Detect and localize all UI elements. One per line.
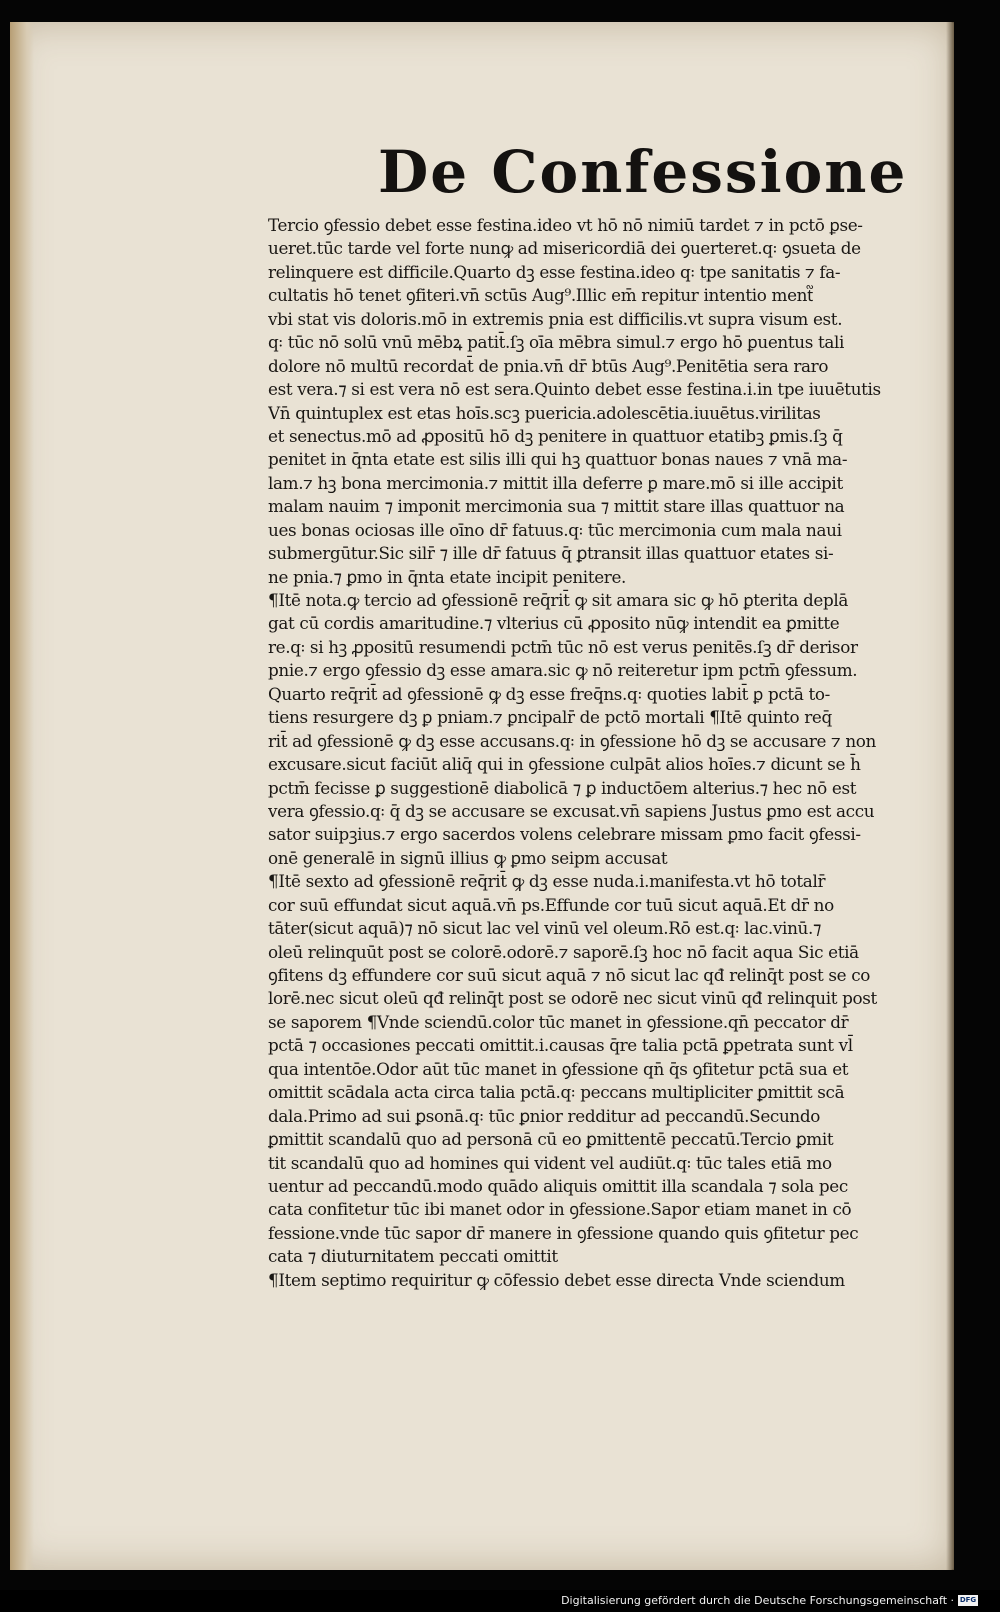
text-line: Quarto req̄rit̄ ad ꝯfessionē ꝙ dꝫ esse freq̄ns.q꞉ quoties labit̄ ꝑ pctā to-	[268, 683, 830, 704]
text-line: ueret.tūc tarde vel forte nunꝙ ad misericordiā dei ꝯuerteret.q꞉ ꝯsueta de	[268, 238, 861, 259]
text-line: se saporem ¶Vnde sciendū.color tūc manet in ꝯfessione.qn̄ peccator dr̄	[268, 1011, 849, 1032]
text-line: lorē.nec sicut oleū qđ relinq̄t post se odorē nec sicut vinū qđ relinquit post	[268, 988, 877, 1009]
text-line: Tercio ꝯfessio debet esse festina.ideo vt hō nō nimiū tardet ⁊ in pctō ꝑse-	[268, 215, 863, 235]
text-line: dala.Primo ad sui ꝑsonā.q꞉ tūc ꝑnior redditur ad peccandū.Secundo	[268, 1105, 821, 1126]
text-line: ¶Itē nota.ꝙ tercio ad ꝯfessionē req̄rit̄ ꝙ sit amara sic ꝙ hō ꝑterita deplā	[268, 590, 849, 610]
text-line: ꝑmittit scandalū quo ad personā cū eo ꝑmittentē peccatū.Tercio ꝑmit	[268, 1129, 834, 1150]
text-line: gat cū cordis amaritudine.⁊ vlterius cū ꝓposito nūꝙ intendit ea ꝑmitte	[268, 613, 840, 634]
credit-text: Digitalisierung gefördert durch die Deutsche Forschungsgemeinschaft ·	[561, 1594, 954, 1607]
text-line: ¶Item septimo requiritur ꝙ cōfessio debet esse directa Vnde sciendum	[268, 1269, 845, 1290]
text-line: re.q꞉ si hꝫ ꝓpositū resumendi pctm̄ tūc nō est verus penitēs.ſꝫ dr̄ derisor	[268, 636, 858, 657]
page-heading: De Confessione	[378, 138, 908, 206]
text-line: tāter(sicut aquā)⁊ nō sicut lac vel vinū vel oleum.Rō est.q꞉ lac.vinū.⁊	[268, 918, 821, 939]
text-line: penitet in q̄nta etate est silis illi qui hꝫ quattuor bonas naues ⁊ vnā ma-	[268, 449, 848, 470]
text-line: Vn̄ quintuplex est etas hoīs.scꝫ puericia.adolescētia.iuuētus.virilitas	[268, 402, 821, 423]
text-line: vbi stat vis doloris.mō in extremis pnia est difficilis.vt supra visum est.	[268, 308, 843, 329]
text-line: malam nauim ⁊ imponit mercimonia sua ⁊ mittit stare illas quattuor na	[268, 496, 845, 517]
text-line: cata confitetur tūc ibi manet odor in ꝯfessione.Sapor etiam manet in cō	[268, 1199, 852, 1220]
text-line: relinquere est difficile.Quarto dꝫ esse festina.ideo q꞉ tpe sanitatis ⁊ fa-	[268, 261, 841, 282]
text-line: tiens resurgere dꝫ ꝑ pniam.⁊ ꝑncipalr̄ de pctō mortali ¶Itē quinto req̄	[268, 707, 832, 728]
text-line: excusare.sicut faciūt aliq̄ qui in ꝯfessione culpāt alios hoīes.⁊ dicunt se h̄	[268, 754, 861, 775]
text-line: oleū relinquūt post se colorē.odorē.⁊ saporē.ſꝫ hoc nō facit aqua Sic etiā	[268, 941, 859, 962]
text-line: fessione.vnde tūc sapor dr̄ manere in ꝯfessione quando quis ꝯfitetur pec	[268, 1222, 859, 1243]
text-line: ues bonas ociosas ille oīno dr̄ fatuus.q꞉ tūc mercimonia cum mala naui	[268, 519, 842, 540]
text-line: qua intentōe.Odor aūt tūc manet in ꝯfessione qn̄ q̄s ꝯfitetur pctā sua et	[268, 1058, 849, 1079]
text-line: cor suū effundat sicut aquā.vn̄ ps.Effunde cor tuū sicut aquā.Et dr̄ no	[268, 894, 834, 915]
text-line: lam.⁊ hꝫ bona mercimonia.⁊ mittit illa deferre ꝑ mare.mō si ille accipit	[268, 472, 843, 493]
text-line: dolore nō multū recordat̄ de pnia.vn̄ dr̄ btūs Aug⁹.Penitētia sera raro	[268, 355, 829, 376]
text-line: ꝯfitens dꝫ effundere cor suū sicut aquā ⁊ nō sicut lac qđ relinq̄t post se co	[268, 965, 871, 985]
text-line: omittit scādala acta circa talia pctā.q꞉ peccans multipliciter ꝑmittit scā	[268, 1082, 845, 1103]
text-line: cata ⁊ diuturnitatem peccati omittit	[268, 1246, 558, 1267]
text-line: et senectus.mō ad ꝓpositū hō dꝫ penitere in quattuor etatibꝫ ꝑmis.ſꝫ q̄	[268, 425, 843, 446]
text-line: pnie.⁊ ergo ꝯfessio dꝫ esse amara.sic ꝙ nō reiteretur ipm pctm̄ ꝯfessum.	[268, 660, 858, 681]
text-line: q꞉ tūc nō solū vnū mēbꝝ patit̄.ſꝫ oīa mēbra simul.⁊ ergo hō ꝑuentus tali	[268, 332, 845, 353]
text-line: vera ꝯfessio.q꞉ q̄ dꝫ se accusare se excusat.vn̄ sapiens Justus ꝑmo est accu	[268, 800, 875, 821]
text-line: tit scandalū quo ad homines qui vident vel audiūt.q꞉ tūc tales etiā mo	[268, 1152, 832, 1173]
text-line: pctm̄ fecisse ꝑ suggestionē diabolicā ⁊ ꝑ inductōem alterius.⁊ hec nō est	[268, 777, 857, 798]
text-line: est vera.⁊ si est vera nō est sera.Quinto debet esse festina.i.in tpe iuuētutis	[268, 379, 881, 400]
page-edge-right	[946, 22, 954, 1570]
text-line: cultatis hō tenet ꝯfiteri.vn̄ sctūs Aug⁹.Illic em̄ repitur intentio ment᷑	[268, 285, 813, 306]
text-line: ne pnia.⁊ ꝑmo in q̄nta etate incipit penitere.	[268, 566, 627, 587]
text-line: uentur ad peccandū.modo quādo aliquis omittit illa scandala ⁊ sola pec	[268, 1175, 848, 1196]
text-line: rit̄ ad ꝯfessionē ꝙ dꝫ esse accusans.q꞉ in ꝯfessione hō dꝫ se accusare ⁊ non	[268, 730, 876, 751]
text-line: sator suipꝫius.⁊ ergo sacerdos volens celebrare missam ꝑmo facit ꝯfessi-	[268, 824, 861, 845]
dfg-logo-icon: DFG	[959, 1596, 977, 1604]
page-edge-left	[10, 22, 34, 1570]
digitization-credit	[561, 1594, 978, 1607]
text-line: submergūtur.Sic silr̄ ⁊ ille dr̄ fatuus q̄ ꝑtransit illas quattuor etates si-	[268, 543, 834, 564]
text-line: onē generalē in signū illius ꝙ ꝑmo seipm accusat	[268, 847, 668, 868]
body-text	[268, 214, 920, 1292]
text-line: pctā ⁊ occasiones peccati omittit.i.causas q̄re talia pctā ꝑpetrata sunt vl̄	[268, 1035, 853, 1056]
text-line: ¶Itē sexto ad ꝯfessionē req̄rit̄ ꝙ dꝫ esse nuda.i.manifesta.vt hō totalr̄	[268, 871, 826, 892]
